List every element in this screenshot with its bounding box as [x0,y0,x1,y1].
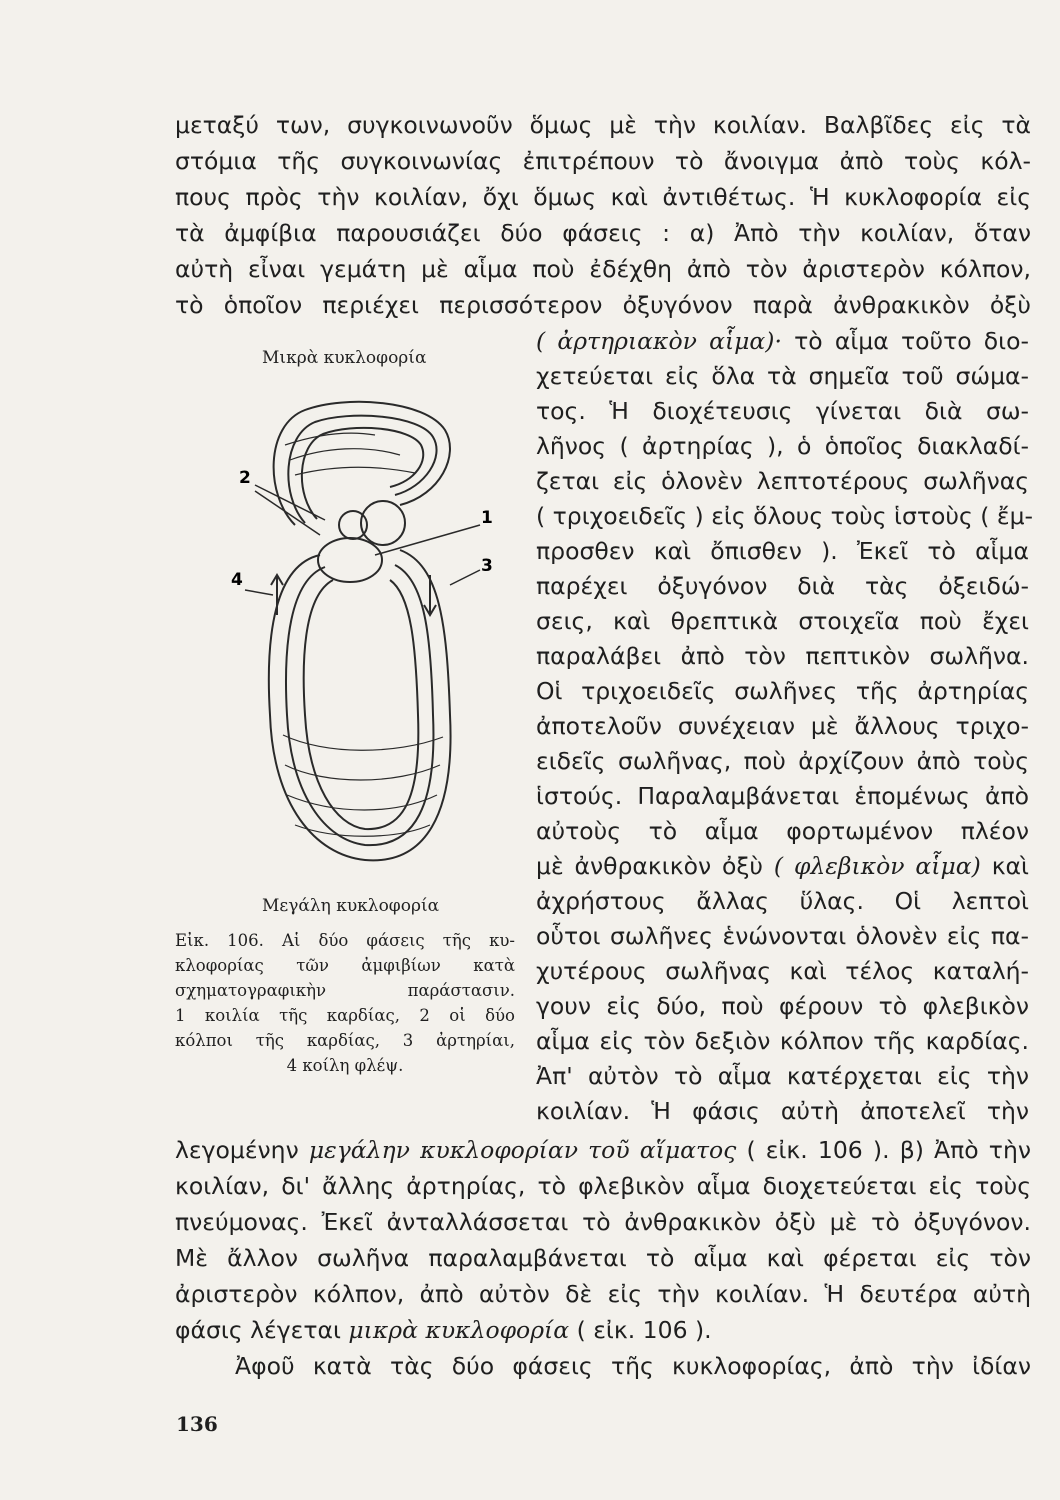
text-line: τὰ ἀμφίβια παρουσιάζει δύο φάσεις : α) Ἀπὸ τὴν κοιλίαν, ὅταν [175,219,1031,247]
body-vessel-outer [269,550,451,860]
caption-line: 1 κοιλία τῆς καρδίας, 2 οἱ δύο [175,1006,515,1025]
text-line [536,851,1029,881]
italic-term: μεγάλην κυκλοφορίαν τοῦ αἵματος [308,1136,737,1164]
text-span: τὸ αἷμα τοῦτο διο- [794,327,1029,355]
text-line: κοιλίαν. Ἡ φάσις αὐτὴ ἀποτελεῖ τὴν [536,1097,1029,1125]
figure-label-large-circulation: Μεγάλη κυκλοφορία [262,896,440,916]
italic-term: ( ἀρτηριακὸν αἷμα)· [536,327,782,355]
caption-line: 4 κοίλη φλέψ. [286,1056,404,1075]
text-line: αἷμα εἰς τὸν δεξιὸν κόλπον τῆς καρδίας. [536,1027,1029,1055]
text-line [536,326,1029,356]
text-line: πους πρὸς τὴν κοιλίαν, ὄχι ὅμως καὶ ἀντιθέτως. Ἡ κυκλοφορία εἰς [175,183,1031,211]
text-line: ἀχρήστους ἄλλας ὕλας. Οἱ λεπτοὶ [536,887,1029,915]
text-span: ( εἰκ. 106 ). [576,1316,712,1344]
italic-term: ( φλεβικὸν αἷμα) [773,852,981,880]
caption-line: κλοφορίας τῶν ἀμφιβίων κατὰ [175,956,515,975]
leader-line-4 [245,590,273,595]
text-span: μὲ ἀνθρακικὸν ὀξὺ [536,852,764,880]
text-line: Μὲ ἄλλον σωλῆνα παραλαμβάνεται τὸ αἷμα καὶ φέρεται εἰς τὸν [175,1244,1031,1272]
italic-term: μικρὰ κυκλοφορία [348,1316,570,1344]
figure-number-1: 1 [481,508,493,528]
text-span: λεγομένην [175,1136,299,1164]
text-line: Οἱ τριχοειδεῖς σωλῆνες τῆς ἀρτηρίας [536,677,1029,705]
text-line: τος. Ἡ διοχέτευσις γίνεται διὰ σω- [536,397,1029,425]
caption-line: Εἰκ. 106. Αἱ δύο φάσεις τῆς κυ- [175,931,515,950]
text-line: ζεται εἰς ὁλονὲν λεπτοτέρους σωλῆνας [536,467,1029,495]
leader-line-1 [375,525,480,555]
lung-vessel-mid [288,416,436,523]
text-line: παρέχει ὀξυγόνον διὰ τὰς ὀξειδώ- [536,572,1029,600]
text-line: γουν εἰς δύο, ποὺ φέρουν τὸ φλεβικὸν [536,992,1029,1020]
text-line: ἀποτελοῦν συνέχειαν μὲ ἄλλους τριχο- [536,712,1029,740]
text-line: ειδεῖς σωλῆνας, ποὺ ἀρχίζουν ἀπὸ τοὺς [536,747,1029,775]
circulation-diagram [225,385,515,895]
text-line [175,1135,1031,1165]
text-line: χετεύεται εἰς ὅλα τὰ σημεῖα τοῦ σώμα- [536,362,1029,390]
text-line: ἱστούς. Παραλαμβάνεται ἑπομένως ἀπὸ [536,782,1029,810]
text-line: Ἀπ' αὐτὸν τὸ αἷμα κατέρχεται εἰς τὴν [536,1062,1029,1090]
text-line: στόμια τῆς συγκοινωνίας ἐπιτρέπουν τὸ ἄνοιγμα ἀπὸ τοὺς κόλ- [175,147,1031,175]
atrium-left [339,511,367,539]
caption-line: κόλποι τῆς καρδίας, 3 ἀρτηρίαι, [175,1031,515,1050]
figure-number-4: 4 [231,570,243,590]
text-line: πνεύμονας. Ἐκεῖ ἀνταλλάσσεται τὸ ἀνθρακικὸν ὀξὺ μὲ τὸ ὀξυγόνον. [175,1208,1031,1236]
text-line: αὐτοὺς τὸ αἷμα φορτωμένον πλέον [536,817,1029,845]
text-line: μεταξύ των, συγκοινωνοῦν ὅμως μὲ τὴν κοιλίαν. Βαλβῖδες εἰς τὰ [175,111,1031,139]
text-line: τὸ ὁποῖον περιέχει περισσότερον ὀξυγόνον παρὰ ἀνθρακικὸν ὀξὺ [175,291,1031,319]
figure-number-3: 3 [481,556,493,576]
text-line: αὐτὴ εἶναι γεμάτη μὲ αἷμα ποὺ ἐδέχθη ἀπὸ τὸν ἀριστερὸν κόλπον, [175,255,1031,283]
text-span: ( εἰκ. 106 ). β) Ἀπὸ τὴν [746,1136,1031,1164]
leader-line-3 [450,570,480,585]
text-span: φάσις λέγεται [175,1316,341,1344]
lung-vessel-inner [302,428,423,519]
text-line: ἀριστερὸν κόλπον, ἀπὸ αὐτὸν δὲ εἰς τὴν κοιλίαν. Ἡ δευτέρα αὐτὴ [175,1280,1031,1308]
text-line: χυτέρους σωλῆνας καὶ τέλος καταλή- [536,957,1029,985]
text-line: Ἀφοῦ κατὰ τὰς δύο φάσεις τῆς κυκλοφορίας, ἀπὸ τὴν ἰδίαν [235,1352,1031,1380]
text-line: ( τριχοειδεῖς ) εἰς ὅλους τοὺς ἱστοὺς ( ἔμ- [536,502,1034,530]
text-line: οὗτοι σωλῆνες ἑνώνονται ὁλονὲν εἰς πα- [536,922,1029,950]
page-number: 136 [176,1412,218,1436]
text-line: κοιλίαν, δι' ἄλλης ἀρτηρίας, τὸ φλεβικὸν αἷμα διοχετεύεται εἰς τοὺς [175,1172,1031,1200]
arrow-down-icon [424,575,436,615]
text-line: παραλάβει ἀπὸ τὸν πεπτικὸν σωλῆνα. [536,642,1029,670]
text-line: προσθεν καὶ ὄπισθεν ). Ἐκεῖ τὸ αἷμα [536,537,1029,565]
figure-caption [175,928,515,1078]
text-line [175,1315,1031,1345]
body-vessel-mid [286,565,433,845]
text-span: καὶ [991,852,1029,880]
body-capillaries [283,735,443,836]
figure-label-small-circulation: Μικρὰ κυκλοφορία [262,348,427,368]
text-line: σεις, καὶ θρεπτικὰ στοιχεῖα ποὺ ἔχει [536,607,1029,635]
text-line: λῆνος ( ἀρτηρίας ), ὁ ὁποῖος διακλαδί- [536,432,1029,460]
ventricle [318,538,382,582]
caption-line: σχηματογραφικὴν παράστασιν. [175,981,515,1000]
figure-number-2: 2 [239,468,251,488]
body-vessel-inner [304,580,419,829]
lung-vessel-outer [274,402,450,525]
